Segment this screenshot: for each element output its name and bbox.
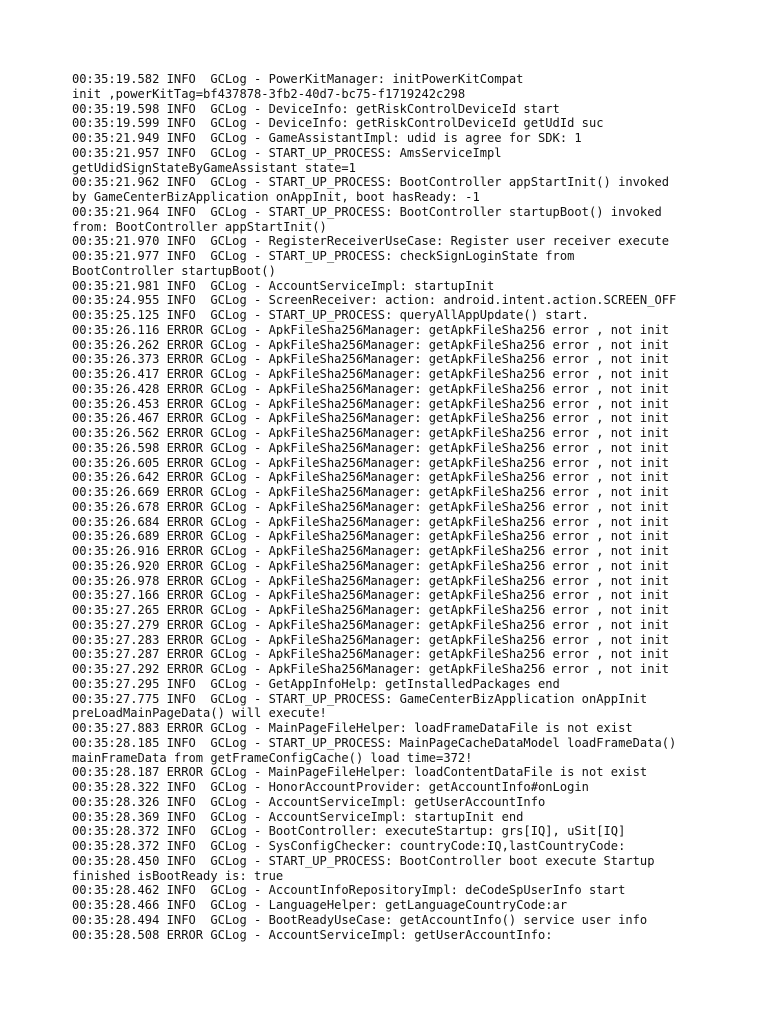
log-line: 00:35:27.292 ERROR GCLog - ApkFileSha256Manager: getApkFileSha256 error , not init	[72, 662, 670, 676]
log-line: 00:35:26.605 ERROR GCLog - ApkFileSha256Manager: getApkFileSha256 error , not init	[72, 455, 670, 470]
log-line: 00:35:28.450 INFO GCLog - START_UP_PROCESS: BootController boot execute Startup	[72, 853, 655, 868]
log-line: 00:35:26.453 ERROR GCLog - ApkFileSha256Manager: getApkFileSha256 error , not init	[72, 396, 670, 411]
log-text-block	[72, 72, 712, 942]
log-line: 00:35:27.775 INFO GCLog - START_UP_PROCESS: GameCenterBizApplication onAppInit	[72, 691, 648, 706]
log-line: 00:35:27.265 ERROR GCLog - ApkFileSha256Manager: getApkFileSha256 error , not init	[72, 603, 670, 617]
log-line: 00:35:26.467 ERROR GCLog - ApkFileSha256Manager: getApkFileSha256 error , not init	[72, 411, 670, 426]
log-line: 00:35:26.373 ERROR GCLog - ApkFileSha256Manager: getApkFileSha256 error , not init	[72, 352, 670, 367]
log-line: 00:35:21.957 INFO GCLog - START_UP_PROCESS: AmsServiceImpl	[72, 145, 502, 160]
log-line: 00:35:26.978 ERROR GCLog - ApkFileSha256Manager: getApkFileSha256 error , not init	[72, 573, 670, 588]
log-line: 00:35:19.598 INFO GCLog - DeviceInfo: getRiskControlDeviceId start	[72, 101, 560, 116]
log-line: 00:35:21.977 INFO GCLog - START_UP_PROCESS: checkSignLoginState from	[72, 249, 575, 263]
log-line: 00:35:28.322 INFO GCLog - HonorAccountProvider: getAccountInfo#onLogin	[72, 780, 589, 794]
log-line: 00:35:28.462 INFO GCLog - AccountInfoRepositoryImpl: deCodeSpUserInfo start	[72, 883, 626, 898]
log-line: 00:35:26.684 ERROR GCLog - ApkFileSha256Manager: getApkFileSha256 error , not init	[72, 514, 670, 529]
log-line: 00:35:28.326 INFO GCLog - AccountServiceImpl: getUserAccountInfo	[72, 794, 546, 809]
log-line: BootController startupBoot()	[72, 263, 276, 278]
log-line: mainFrameData from getFrameConfigCache() load time=372!	[72, 750, 473, 765]
log-line: 00:35:28.185 INFO GCLog - START_UP_PROCESS: MainPageCacheDataModel loadFrameData()	[72, 735, 677, 750]
log-line: 00:35:26.262 ERROR GCLog - ApkFileSha256Manager: getApkFileSha256 error , not init	[72, 337, 670, 352]
log-line: 00:35:26.678 ERROR GCLog - ApkFileSha256Manager: getApkFileSha256 error , not init	[72, 499, 670, 514]
log-line: 00:35:24.955 INFO GCLog - ScreenReceiver: action: android.intent.action.SCREEN_OFF	[72, 293, 677, 308]
log-line: 00:35:28.369 INFO GCLog - AccountServiceImpl: startupInit end	[72, 809, 524, 824]
log-line: 00:35:26.116 ERROR GCLog - ApkFileSha256Manager: getApkFileSha256 error , not init	[72, 322, 670, 337]
log-line: 00:35:26.562 ERROR GCLog - ApkFileSha256Manager: getApkFileSha256 error , not init	[72, 426, 670, 440]
log-line: 00:35:26.642 ERROR GCLog - ApkFileSha256Manager: getApkFileSha256 error , not init	[72, 470, 670, 485]
log-line: 00:35:26.669 ERROR GCLog - ApkFileSha256Manager: getApkFileSha256 error , not init	[72, 485, 670, 499]
log-line: 00:35:21.981 INFO GCLog - AccountServiceImpl: startupInit	[72, 278, 495, 293]
log-line: 00:35:26.916 ERROR GCLog - ApkFileSha256Manager: getApkFileSha256 error , not init	[72, 544, 670, 558]
log-line: by GameCenterBizApplication onAppInit, boot hasReady: -1	[72, 190, 480, 204]
log-line: 00:35:27.295 INFO GCLog - GetAppInfoHelp: getInstalledPackages end	[72, 676, 560, 691]
log-line: 00:35:27.166 ERROR GCLog - ApkFileSha256Manager: getApkFileSha256 error , not init	[72, 588, 670, 603]
log-line: 00:35:21.964 INFO GCLog - START_UP_PROCESS: BootController startupBoot() invoked	[72, 204, 662, 219]
log-line: 00:35:27.883 ERROR GCLog - MainPageFileHelper: loadFrameDataFile is not exist	[72, 721, 633, 735]
log-line: 00:35:25.125 INFO GCLog - START_UP_PROCESS: queryAllAppUpdate() start.	[72, 308, 589, 322]
log-line: 00:35:19.599 INFO GCLog - DeviceInfo: getRiskControlDeviceId getUdId suc	[72, 116, 604, 131]
log-line: 00:35:28.508 ERROR GCLog - AccountServiceImpl: getUserAccountInfo:	[72, 927, 553, 942]
log-line: from: BootController appStartInit()	[72, 219, 327, 234]
log-line: 00:35:26.689 ERROR GCLog - ApkFileSha256Manager: getApkFileSha256 error , not init	[72, 529, 670, 544]
log-line: 00:35:27.283 ERROR GCLog - ApkFileSha256Manager: getApkFileSha256 error , not init	[72, 632, 670, 647]
log-line: 00:35:28.494 INFO GCLog - BootReadyUseCase: getAccountInfo() service user info	[72, 912, 648, 927]
log-line: preLoadMainPageData() will execute!	[72, 706, 327, 721]
log-line: 00:35:28.372 INFO GCLog - BootController: executeStartup: grs[IQ], uSit[IQ]	[72, 824, 626, 839]
log-line: 00:35:21.970 INFO GCLog - RegisterReceiverUseCase: Register user receiver execute	[72, 234, 670, 249]
log-line: 00:35:19.582 INFO GCLog - PowerKitManager: initPowerKitCompat	[72, 72, 524, 86]
log-line: 00:35:27.287 ERROR GCLog - ApkFileSha256Manager: getApkFileSha256 error , not init	[72, 647, 670, 662]
log-line: 00:35:28.372 INFO GCLog - SysConfigChecker: countryCode:IQ,lastCountryCode:	[72, 839, 626, 853]
log-line: 00:35:26.598 ERROR GCLog - ApkFileSha256Manager: getApkFileSha256 error , not init	[72, 440, 670, 455]
log-line: init ,powerKitTag=bf437878-3fb2-40d7-bc75-f1719242c298	[72, 86, 466, 101]
log-line: 00:35:21.949 INFO GCLog - GameAssistantImpl: udid is agree for SDK: 1	[72, 131, 582, 145]
log-line: 00:35:26.428 ERROR GCLog - ApkFileSha256Manager: getApkFileSha256 error , not init	[72, 381, 670, 396]
log-line: finished isBootReady is: true	[72, 868, 284, 883]
log-line: 00:35:27.279 ERROR GCLog - ApkFileSha256Manager: getApkFileSha256 error , not init	[72, 617, 670, 632]
log-line: 00:35:26.417 ERROR GCLog - ApkFileSha256Manager: getApkFileSha256 error , not init	[72, 367, 670, 381]
log-line: 00:35:21.962 INFO GCLog - START_UP_PROCESS: BootController appStartInit() invoked	[72, 175, 670, 190]
log-line: 00:35:28.466 INFO GCLog - LanguageHelper: getLanguageCountryCode:ar	[72, 898, 568, 912]
log-line: 00:35:26.920 ERROR GCLog - ApkFileSha256Manager: getApkFileSha256 error , not init	[72, 558, 670, 573]
log-line: 00:35:28.187 ERROR GCLog - MainPageFileHelper: loadContentDataFile is not exist	[72, 765, 648, 780]
log-line: getUdidSignStateByGameAssistant state=1	[72, 160, 356, 175]
